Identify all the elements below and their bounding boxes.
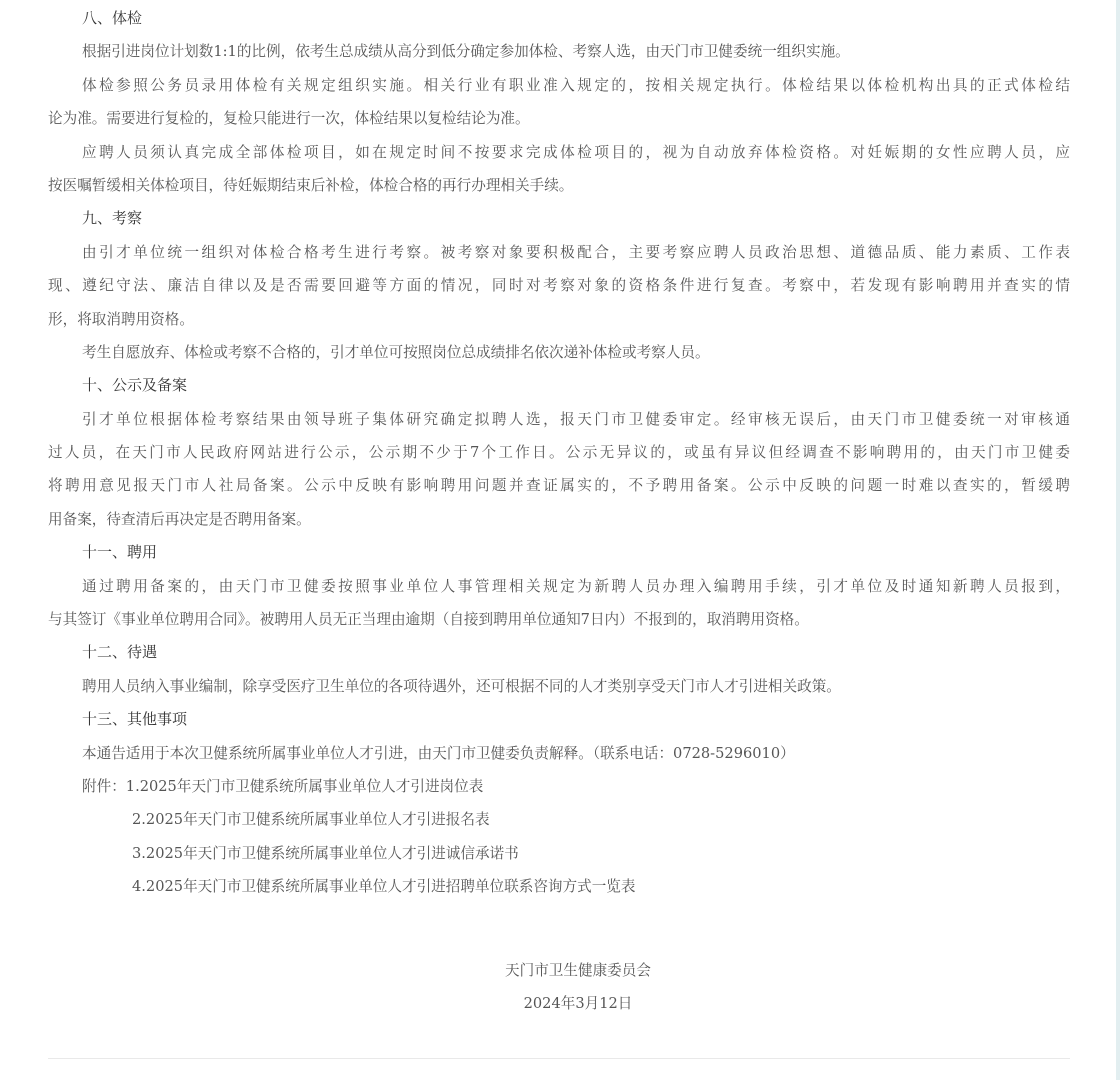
paragraph: 考生自愿放弃、体检或考察不合格的，引才单位可按照岗位总成绩排名依次递补体检或考察人员。 [82, 343, 710, 361]
footer-divider [48, 1058, 1070, 1059]
attachment-link-2[interactable]: 2.2025年天门市卫健系统所属事业单位人才引进报名表 [132, 811, 490, 829]
section-heading-physical-exam: 八、体检 [82, 9, 143, 27]
paragraph-line: 通过聘用备案的，由天门市卫健委按照事业单位人事管理相关规定为新聘人员办理入编聘用手续，引才单位及时通知新聘人员报到， [82, 577, 1070, 595]
paragraph-line: 按医嘱暂缓相关体检项目，待妊娠期结束后补检，体检合格的再行办理相关手续。 [48, 176, 574, 194]
paragraph-line: 形，将取消聘用资格。 [48, 310, 194, 328]
section-heading-benefits: 十二、待遇 [82, 643, 158, 662]
paragraph-line: 现、遵纪守法、廉洁自律以及是否需要回避等方面的情况，同时对考察对象的资格条件进行复查。考察中，若发现有影响聘用并查实的情 [48, 277, 1070, 295]
signature-org: 天门市卫生健康委员会 [505, 961, 651, 979]
attachment-link-4[interactable]: 4.2025年天门市卫健系统所属事业单位人才引进招聘单位联系咨询方式一览表 [132, 878, 636, 896]
signature-date: 2024年3月12日 [523, 994, 633, 1012]
paragraph-line: 过人员，在天门市人民政府网站进行公示，公示期不少于7个工作日。公示无异议的，或虽有异议但经调查不影响聘用的，由天门市卫健委 [48, 444, 1070, 462]
section-heading-inspection: 九、考察 [82, 209, 143, 228]
article-body [48, 2, 1070, 1020]
spacer [48, 904, 1070, 954]
paragraph-line: 与其签订《事业单位聘用合同》。被聘用人员无正当理由逾期（自接到聘用单位通知7日内）不报到的，取消聘用资格。 [48, 611, 809, 629]
paragraph-line: 应聘人员须认真完成全部体检项目，如在规定时间不按要求完成体检项目的，视为自动放弃体检资格。对妊娠期的女性应聘人员，应 [82, 143, 1070, 161]
section-heading-publicity: 十、公示及备案 [82, 376, 188, 395]
paragraph-line: 体检参照公务员录用体检有关规定组织实施。相关行业有职业准入规定的，按相关规定执行。体检结果以体检机构出具的正式体检结 [82, 76, 1070, 94]
paragraph: 聘用人员纳入事业编制，除享受医疗卫生单位的各项待遇外，还可根据不同的人才类别享受天门市人才引进相关政策。 [82, 677, 841, 695]
paragraph: 本通告适用于本次卫健系统所属事业单位人才引进，由天门市卫健委负责解释。（联系电话：0728-5296010） [82, 744, 795, 762]
section-heading-other-matters: 十三、其他事项 [82, 710, 188, 729]
paragraph-line: 将聘用意见报天门市人社局备案。公示中反映有影响聘用问题并查证属实的，不予聘用备案。公示中反映的问题一时难以查实的，暂缓聘 [48, 477, 1070, 495]
scrollbar-track[interactable] [1116, 0, 1120, 1080]
paragraph-line: 引才单位根据体检考察结果由领导班子集体研究确定拟聘人选，报天门市卫健委审定。经审核无误后，由天门市卫健委统一对审核通 [82, 410, 1070, 428]
attachment-link-3[interactable]: 3.2025年天门市卫健系统所属事业单位人才引进诚信承诺书 [132, 844, 519, 862]
section-heading-employment: 十一、聘用 [82, 543, 158, 562]
paragraph-line: 用备案，待查清后再决定是否聘用备案。 [48, 510, 311, 528]
paragraph-line: 由引才单位统一组织对体检合格考生进行考察。被考察对象要积极配合，主要考察应聘人员政治思想、道德品质、能力素质、工作表 [82, 243, 1070, 261]
attachment-link-1[interactable]: 附件：1.2025年天门市卫健系统所属事业单位人才引进岗位表 [82, 777, 484, 795]
paragraph: 根据引进岗位计划数1:1的比例，依考生总成绩从高分到低分确定参加体检、考察人选，由天门市卫健委统一组织实施。 [82, 43, 850, 61]
paragraph-line: 论为准。需要进行复检的，复检只能进行一次，体检结果以复检结论为准。 [48, 110, 530, 128]
